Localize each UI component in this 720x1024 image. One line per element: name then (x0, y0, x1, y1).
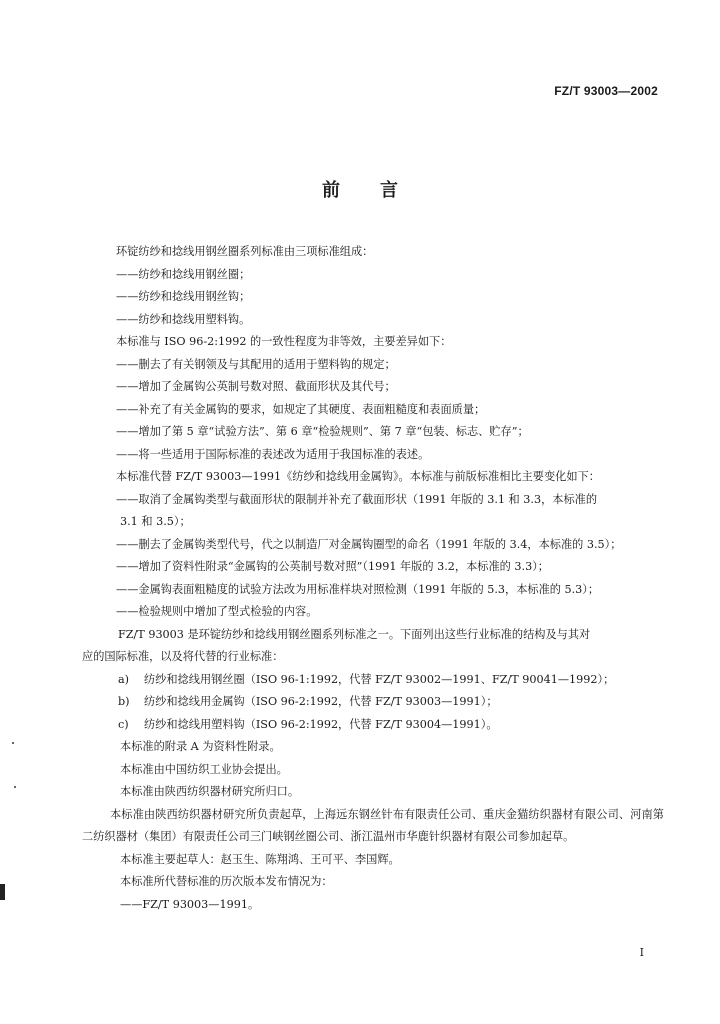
paragraph-series-structure-cont: 应的国际标准，以及将代替的行业标准： (82, 650, 284, 663)
list-item (92, 691, 664, 714)
paragraph-series-structure: FZ/T 93003 是环锭纺纱和捻线用钢丝圈系列标准之一。下面列出这些行业标准的结构及与其对 (118, 627, 591, 641)
page-title: 前言 (322, 180, 438, 201)
list-item: ——将一些适用于国际标准的表述改为适用于我国标准的表述。 (116, 447, 430, 461)
list-item: ——删去了金属钩类型代号，代之以制造厂对金属钩圈型的命名（1991 年版的 3.4，本标准的 3.5）； (116, 537, 622, 551)
list-item-text: 纺纱和捻线用钢丝圈（ISO 96-1:1992，代替 FZ/T 93002—1991、FZ/T 90041—1992）； (144, 672, 615, 686)
scan-mark (0, 884, 5, 900)
list-item (92, 669, 664, 692)
list-item: ——金属钩表面粗糙度的试验方法改为用标准样块对照检测（1991 年版的 5.3，本标准的 5.3）； (116, 582, 600, 596)
list-marker: a) (118, 672, 130, 686)
paragraph-drafters: 本标准主要起草人：赵玉生、陈翔鸿、王可平、李国辉。 (120, 852, 400, 866)
paragraph-history: 本标准所代替标准的历次版本发布情况为： (120, 875, 333, 888)
list-item: ——补充了有关金属钩的要求，如规定了其硬度、表面粗糙度和表面质量； (116, 402, 486, 416)
list-item: ——取消了金属钩类型与截面形状的限制并补充了截面形状（1991 年版的 3.1 和 3.3，本标准的 (116, 492, 598, 506)
list-item: ——FZ/T 93003—1991。 (120, 897, 260, 911)
list-marker: c) (118, 717, 129, 731)
scan-dot (14, 786, 16, 788)
paragraph-iso-consistency: 本标准与 ISO 96-2:1992 的一致性程度为非等效，主要差异如下： (116, 335, 452, 348)
list-item: ——纺纱和捻线用塑料钩。 (116, 312, 251, 326)
list-item: ——增加了金属钩公英制号数对照、截面形状及其代号； (116, 380, 396, 393)
list-item: ——删去了有关钢领及与其配用的适用于塑料钩的规定； (116, 357, 396, 371)
scan-dot (12, 742, 14, 744)
paragraph-annex: 本标准的附录 A 为资料性附录。 (120, 740, 281, 753)
list-item: ——纺纱和捻线用钢丝圈； (116, 267, 251, 281)
foreword-body (82, 241, 664, 916)
list-item: ——检验规则中增加了型式检验的内容。 (116, 605, 318, 618)
paragraph-proposed-by: 本标准由中国纺织工业协会提出。 (120, 762, 288, 776)
standard-code: FZ/T 93003—2002 (554, 84, 658, 98)
list-item-text: 纺纱和捻线用金属钩（ISO 96-2:1992，代替 FZ/T 93003—1991）； (144, 695, 498, 708)
list-item (92, 714, 664, 737)
list-item: ——增加了资料性附录“金属钩的公英制号数对照”（1991 年版的 3.2，本标准的 3.3）； (116, 560, 549, 573)
paragraph-series-intro: 环锭纺纱和捻线用钢丝圈系列标准由三项标准组成： (116, 245, 374, 258)
list-marker: b) (118, 695, 130, 708)
paragraph-centralized-by: 本标准由陕西纺织器材研究所归口。 (120, 785, 300, 798)
paragraph-drafted-by: 本标准由陕西纺织器材研究所负责起草，上海远东钢丝针布有限责任公司、重庆金猫纺织器材有限公司、河南第二纺织器材（集团）有限责任公司三门峡钢丝圈公司、浙江温州市华鹿针织器材有限公司参加起草。 (82, 807, 664, 843)
list-item-text: 纺纱和捻线用塑料钩（ISO 96-2:1992，代替 FZ/T 93004—1991）。 (144, 717, 498, 731)
list-item: ——纺纱和捻线用钢丝钩； (116, 290, 251, 303)
page-number: I (639, 946, 644, 959)
paragraph-replaces: 本标准代替 FZ/T 93003—1991《纺纱和捻线用金属钩》。本标准与前版标准相比主要变化如下： (116, 470, 600, 483)
list-item-continuation: 3.1 和 3.5）； (120, 515, 191, 528)
list-item: ——增加了第 5 章“试验方法”、第 6 章“检验规则”、第 7 章“包装、标志、贮存”； (116, 425, 529, 438)
